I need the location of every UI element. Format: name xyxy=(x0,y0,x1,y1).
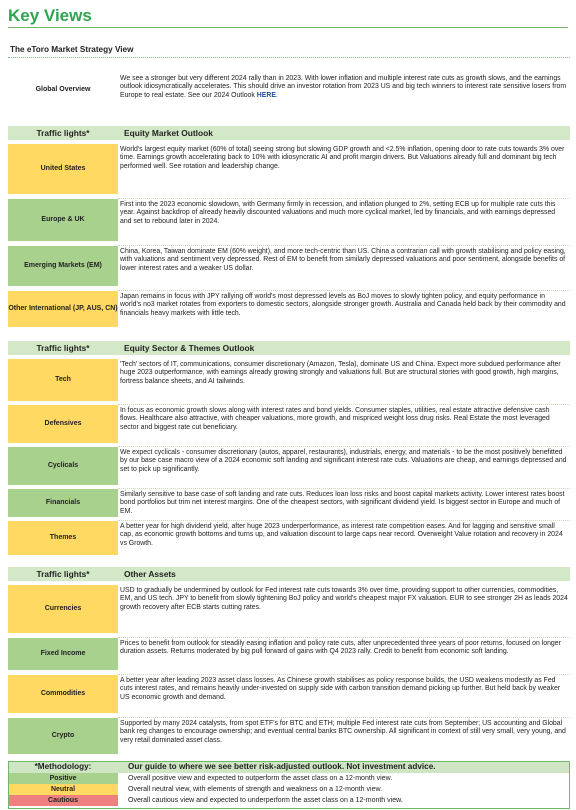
row-text-currencies: USD to gradually be undermined by outlook for Fed interest rate cuts towards 3% over time, providing support to other currencies, commodities, EM, and US tech. JPY to benefit from slowly tightening BoJ policy and world's cheapest major FX valuation. EUR to see stronger 2H as leads 2024 growth recovery after ECB starts cutting rates. xyxy=(120,587,568,611)
traffic-lights-label: Traffic lights* xyxy=(36,343,90,353)
methodology-label: *Methodology: xyxy=(34,762,92,771)
methodology-outline xyxy=(8,761,570,809)
other-assets-heading: Other Assets xyxy=(124,569,176,579)
row-text-themes: A better year for high dividend yield, after huge 2023 underperformance, as interest rate competition eases. And for lagging and sensitive small cap, as economic growth bottoms and turns up, and valuation discount to large caps near record. Overweight Value rotation and recovery in 2024 vs Growth. xyxy=(120,523,563,547)
row-text-united-states: World's largest equity market (60% of total) seeing strong but slowing GDP growth and <2.5% inflation, opening door to rate cuts towards 3% over time. Earnings growth accelerating back to 10% with idiosyncratic AI and profit margin drivers. But Valuations already full and dominant big tech performed well. See rotation and leadership change. xyxy=(120,146,565,170)
row-text-europe-uk: First into the 2023 economic slowdown, with Germany firmly in recession, and inflation plunged to 2%, setting ECB up for multiple rate cuts this year. Against backdrop of already heavily discounted valuations and much more cyclical market, led by financials, and with earnings depressed and set to rebound later in 2024. xyxy=(120,201,556,225)
row-label-europe-uk: Europe & UK xyxy=(8,199,118,241)
row-text-financials: Similarly sensitive to base case of soft landing and rate cuts. Reduces loan loss risks and boost capital markets activity. Lower interest rates boost bond portfolios but trim net interest margins. One of the cheapest sectors, with significant dividend yield. Is biggest sector in Europe and much of EM. xyxy=(120,491,565,515)
row-label-united-states: United States xyxy=(8,144,118,194)
row-divider xyxy=(118,198,570,199)
row-divider xyxy=(118,404,570,405)
strategy-header xyxy=(8,43,570,58)
row-label-other-international-jp-aus-cn: Other International (JP, AUS, CN) xyxy=(8,291,118,327)
global-overview-text xyxy=(120,75,568,100)
page-title: Key Views xyxy=(8,6,92,25)
row-text-emerging-markets-em: China, Korea, Taiwan dominate EM (60% weight), and more tech-centric than US. China a contrarian call with growth stabilising and policy easing, with valuations and sentiment very depressed. Rest of EM to benefit from similarly depressed valuations and poor sentiment, alongside benefits of lower interest rates and a weaker US dollar. xyxy=(120,248,566,272)
neutral-desc: Overall neutral view, with elements of strength and weakness on a 12-month view. xyxy=(128,786,383,793)
row-divider xyxy=(118,290,570,291)
row-label-cyclicals: Cyclicals xyxy=(8,447,118,485)
row-text-other-international-jp-aus-cn: Japan remains in focus with JPY rallying off world's most depressed levels as BoJ moves to slowly tighten policy, and equity performance in world's no3 market rotates from exporters to domestic sectors, alongside stronger growth. Australia and Canada held back by their commodity and financials heavy markets with little tech. xyxy=(120,293,566,317)
traffic-lights-label: Traffic lights* xyxy=(36,128,90,138)
global-overview-label: Global Overview xyxy=(35,85,91,93)
row-divider xyxy=(118,245,570,246)
cautious-desc: Overall cautious view and expected to underperform the asset class on a 12-month view. xyxy=(128,797,403,804)
traffic-lights-label: Traffic lights* xyxy=(36,569,90,579)
row-label-currencies: Currencies xyxy=(8,585,118,633)
row-divider xyxy=(118,674,570,675)
row-divider xyxy=(118,717,570,718)
row-label-fixed-income: Fixed Income xyxy=(8,638,118,670)
row-text-commodities: A better year after leading 2023 asset class losses. As Chinese growth stabilises as policy response builds, the USD weakens modestly as Fed cuts interest rates, and remains heavily under-invested on supply side with carbon transition demand picking up further. But held back by weaker US economic growth and demand. xyxy=(120,677,561,701)
equity-market-heading: Equity Market Outlook xyxy=(124,128,213,138)
row-divider xyxy=(118,488,570,489)
row-divider xyxy=(118,446,570,447)
row-divider xyxy=(118,520,570,521)
row-text-fixed-income: Prices to benefit from outlook for steadily easing inflation and policy rate cuts, after unprecedented three years of poor returns, focused on longer duration assets. Returns moderated by big pull forward of gains with Q4 2023 rally. Credit to benefit from economic soft landing. xyxy=(120,640,561,656)
strategy-header-label: The eToro Market Strategy View xyxy=(10,45,134,54)
row-divider xyxy=(118,637,570,638)
row-label-emerging-markets-em: Emerging Markets (EM) xyxy=(8,246,118,286)
title-divider xyxy=(8,27,568,28)
methodology-heading: Our guide to where we see better risk-adjusted outlook. Not investment advice. xyxy=(128,762,436,771)
positive-desc: Overall positive view and expected to outperform the asset class on a 12-month view. xyxy=(128,775,393,782)
cautious-badge: Cautious xyxy=(8,795,118,806)
outlook-link[interactable]: HERE xyxy=(256,91,276,99)
row-text-tech: 'Tech' sectors of IT, communications, consumer discretionary (Amazon, Tesla), dominate US and China. Expect more subdued performance after huge 2023 outperformance, with earnings already growing strongly and valuations full. But are structural stories with good growth, high margins, fortress balance sheets, and AI tailwinds. xyxy=(120,361,561,385)
global-overview-tail: . xyxy=(275,91,278,99)
equity-sector-heading: Equity Sector & Themes Outlook xyxy=(124,343,255,353)
row-text-defensives: In focus as economic growth slows along with interest rates and bond yields. Consumer staples, utilities, real estate attractive defensive cash flows. Healthcare also attractive, with cheaper valuations, more growth, and mispriced weight loss drug risks. Real Estate the most leveraged sector and biggest rate cut beneficiary. xyxy=(120,407,550,431)
row-label-tech: Tech xyxy=(8,359,118,401)
neutral-badge: Neutral xyxy=(8,784,118,795)
row-text-cyclicals: We expect cyclicals - consumer discretionary (autos, apparel, restaurants), industrials, energy, and materials - to be the most positively benefitted by our base case macro view of a 2024 economic soft landing and significant interest rate cuts. Valuations are cheap, and earnings depressed and set to pick up significantly. xyxy=(120,449,567,473)
row-text-crypto: Supported by many 2024 catalysts, from spot ETF's for BTC and ETH; multiple Fed interest rate cuts from September; US accounting and Global bank reg changes to encourage ownership; and eventual central banks BTC ownership. All significant in context of still very small, very young, and very retail dominated asset class. xyxy=(120,720,566,744)
row-label-defensives: Defensives xyxy=(8,405,118,443)
row-label-crypto: Crypto xyxy=(8,718,118,754)
row-label-themes: Themes xyxy=(8,521,118,555)
equity-sector-band xyxy=(8,341,570,355)
positive-badge: Positive xyxy=(8,773,118,784)
equity-market-band xyxy=(8,126,570,140)
row-label-financials: Financials xyxy=(8,489,118,517)
other-assets-band xyxy=(8,567,570,581)
row-label-commodities: Commodities xyxy=(8,675,118,713)
global-overview-body: We see a stronger but very different 2024 rally than in 2023. With lower inflation and multiple interest rate cuts as growth slows, and the earnings outlook idiosyncratically accelerates. This should drive an investor rotation from 2023 US and big tech winners to interest rate sensitive losers from Europe to real estate. See our 2024 Outlook xyxy=(120,75,567,99)
